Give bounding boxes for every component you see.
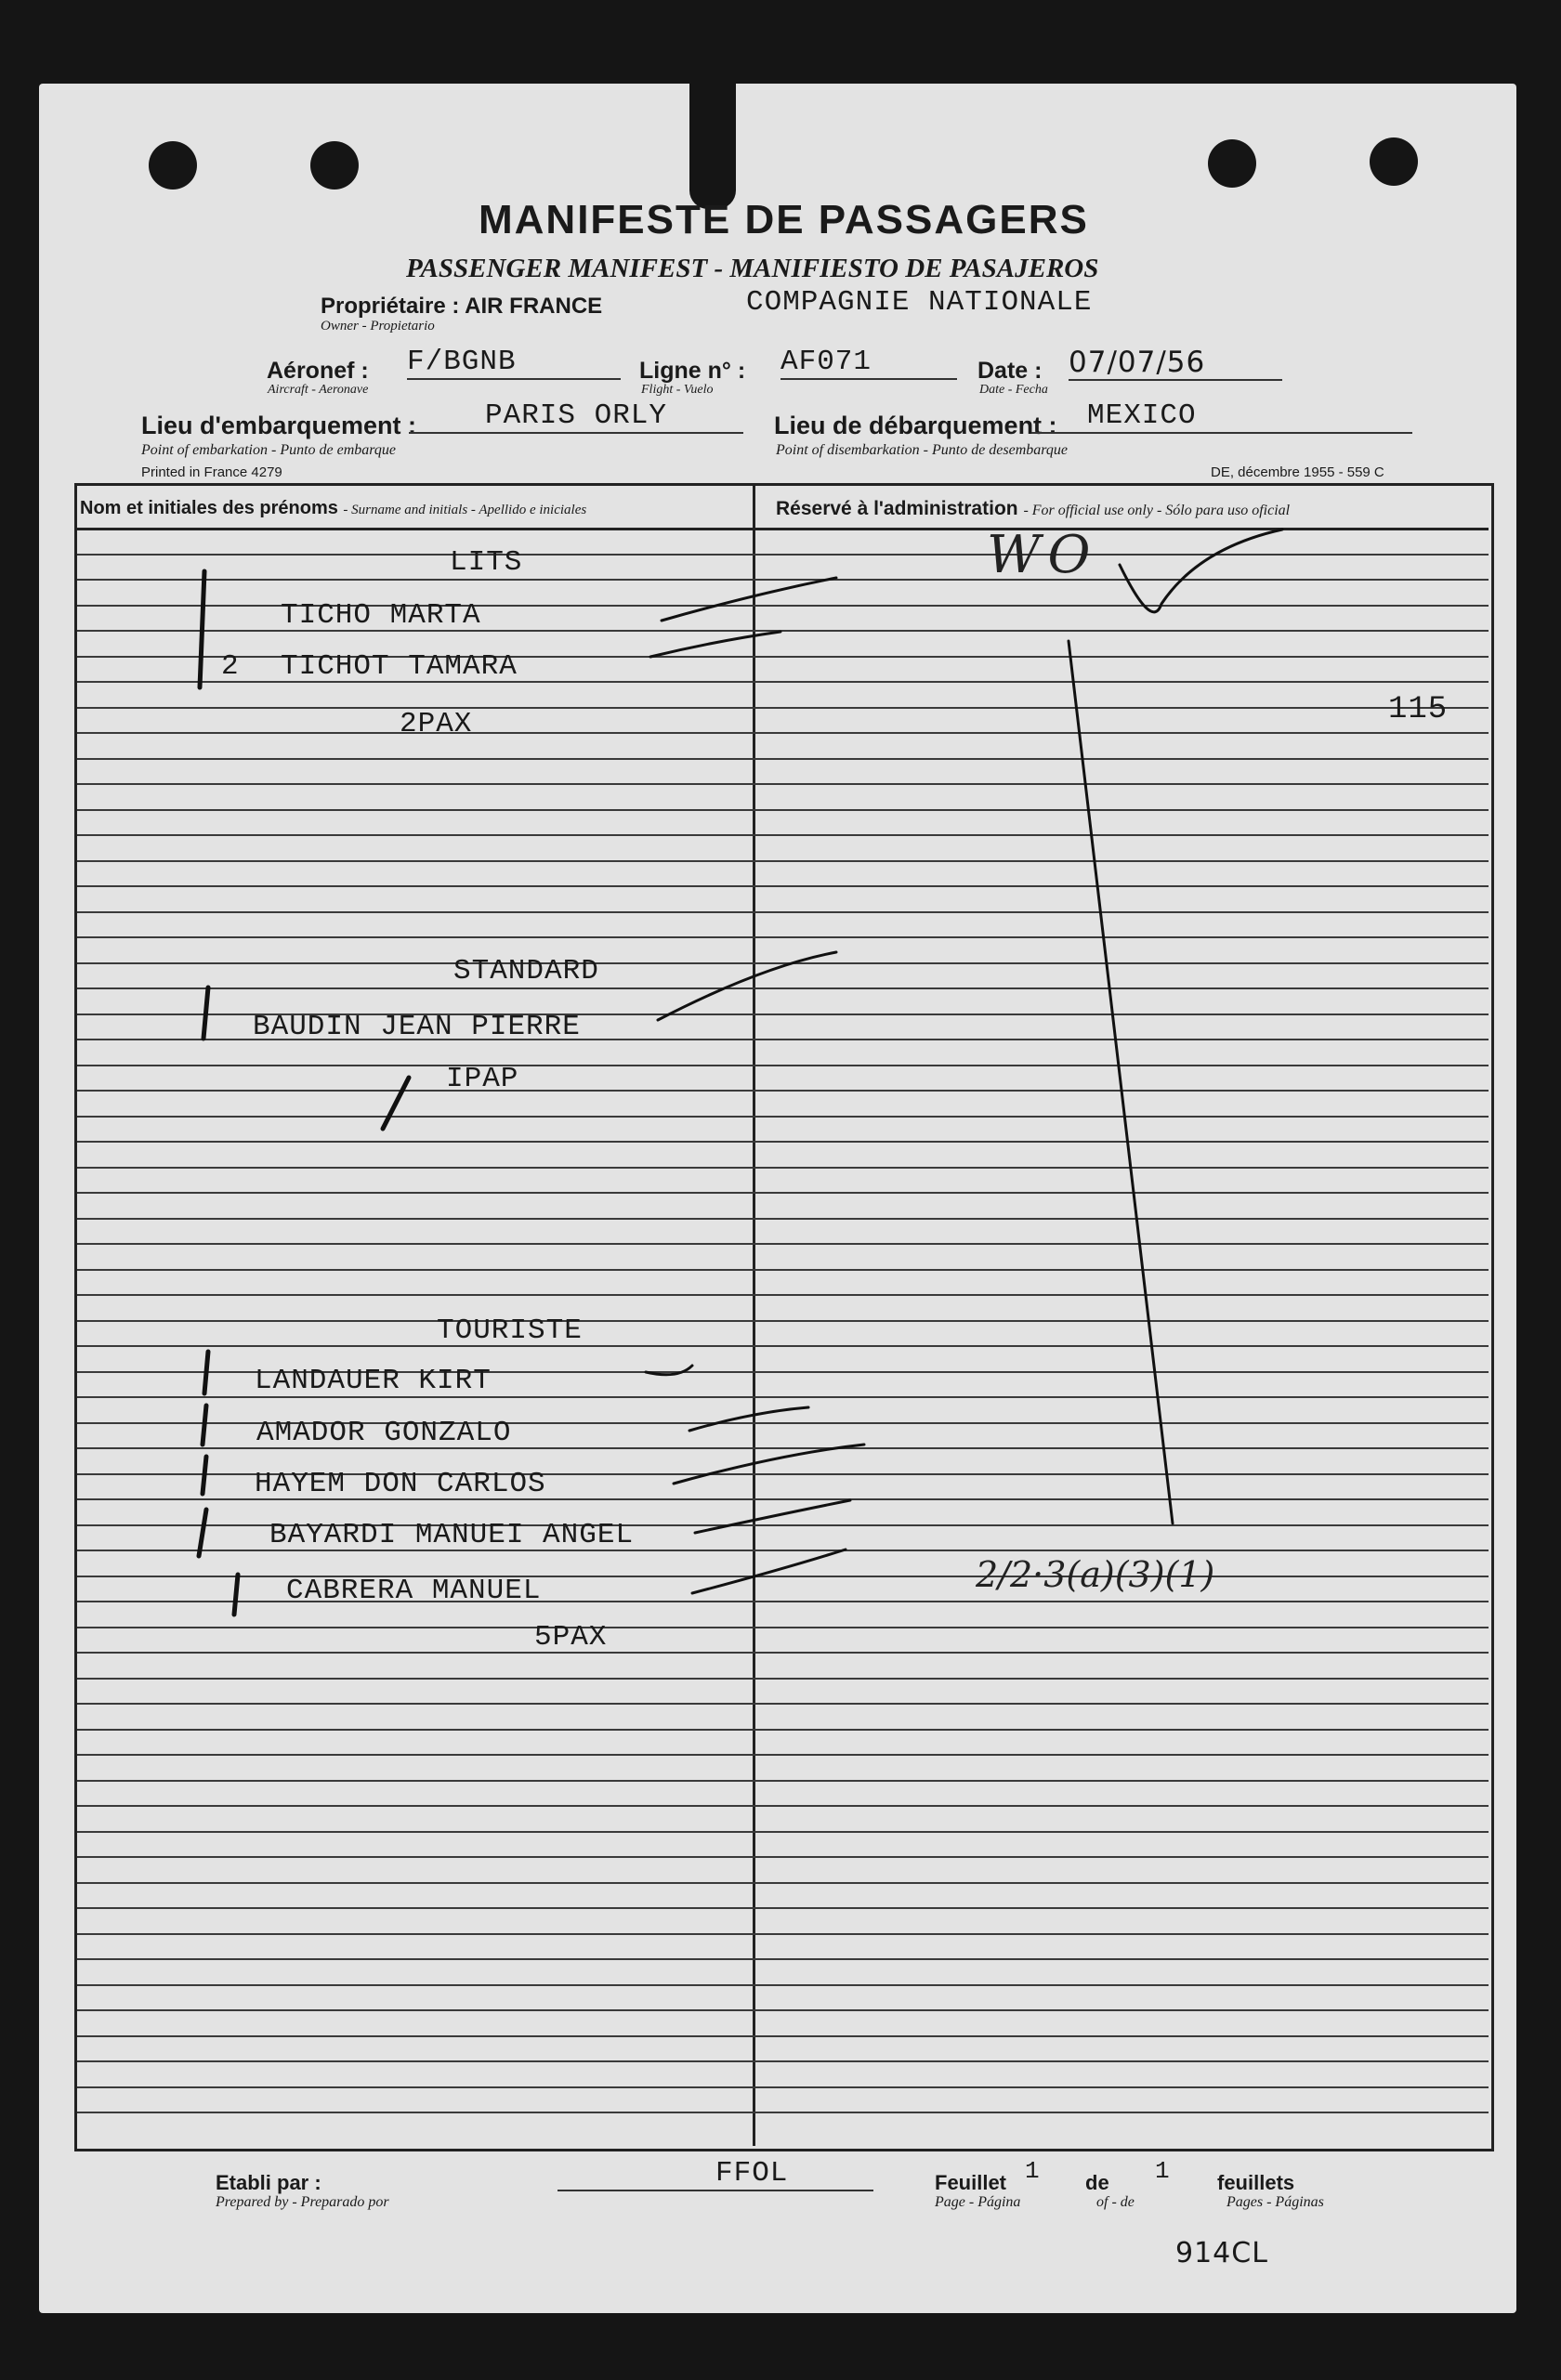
column-header-admin-sub: - For official use only - Sólo para uso oficial [1023,503,1291,518]
aircraft-value: F/BGNB [407,346,621,380]
class-heading-lits: LITS [450,546,523,579]
passenger-number: 2 [221,650,240,683]
tally-mark [383,1078,409,1129]
check-mark [646,1366,692,1375]
sheets-label: feuillets [1217,2171,1295,2194]
class-total: IPAP [446,1063,519,1095]
embark-value: PARIS ORLY [409,399,743,434]
stamp-number: 914CL [1175,2237,1268,2269]
prepared-sub: Prepared by - Preparado por [216,2194,389,2210]
prepared-label: Etabli par : [216,2171,321,2194]
passenger-name: TICHO MARTA [281,599,481,632]
class-heading-touriste: TOURISTE [437,1314,583,1347]
check-mark [689,1407,808,1431]
sheet-label: Feuillet [935,2171,1007,2194]
owner-label: Propriétaire : AIR FRANCE [321,294,603,319]
sheets-sub: Pages - Páginas [1226,2194,1324,2210]
handwritten-code: 2/2·3(a)(3)(1) [976,1554,1215,1595]
bracket-line [1069,641,1173,1523]
aircraft-sub: Aircraft - Aeronave [268,383,369,397]
prepared-value: FFOL [558,2157,873,2191]
column-header-admin-fr: Réservé à l'administration [776,498,1018,519]
check-mark [692,1550,846,1593]
disembark-sub: Point of disembarkation - Punto de desembarque [776,442,1069,458]
owner-value: COMPAGNIE NATIONALE [746,286,1093,319]
class-heading-standard: STANDARD [453,955,599,987]
check-mark [658,952,836,1020]
sheet-sub: Page - Página [935,2194,1021,2210]
of-number: 1 [1155,2157,1171,2185]
admin-code: 115 [1388,692,1449,727]
passenger-name: AMADOR GONZALO [256,1417,512,1449]
passenger-name: CABRERA MANUEL [286,1575,542,1607]
tally-mark [199,1510,206,1556]
embark-label: Lieu d'embarquement : [141,412,416,439]
line-sub: Flight - Vuelo [641,383,714,397]
form-subtitle: PASSENGER MANIFEST - MANIFIESTO DE PASAJEROS [406,254,1099,283]
tally-mark [204,1352,208,1393]
tally-mark [203,1406,206,1445]
passenger-name: LANDAUER KIRT [255,1365,492,1397]
line-label: Ligne n° : [639,358,746,384]
date-sub: Date - Fecha [979,383,1048,397]
check-mark [1120,530,1282,612]
date-value: 07/07/56 [1069,346,1282,381]
handwritten-initials: WO [987,525,1098,585]
passenger-name: BAUDIN JEAN PIERRE [253,1011,581,1043]
printed-note: Printed in France 4279 [141,464,282,480]
disembark-label: Lieu de débarquement : [774,412,1057,439]
form-code: DE, décembre 1955 - 559 C [1211,464,1384,480]
tally-mark [203,1457,206,1494]
passenger-name: TICHOT TAMARA [281,650,518,683]
tally-mark [200,571,204,687]
check-mark [695,1500,850,1533]
passenger-name: HAYEM DON CARLOS [255,1468,546,1500]
column-header-names-sub: - Surname and initials - Apellido e iniciales [343,503,587,517]
class-total: 2PAX [400,708,473,740]
passenger-name: BAYARDI MANUEI ANGEL [269,1519,635,1551]
of-sub: of - de [1096,2194,1135,2210]
check-mark [650,632,780,657]
check-mark [674,1445,864,1484]
tally-mark [203,987,208,1039]
date-label: Date : [977,358,1043,384]
disembark-value: MEXICO [1031,399,1412,434]
embark-sub: Point of embarkation - Punto de embarque [141,442,397,458]
sheet-number: 1 [1025,2157,1041,2185]
column-header-names-fr: Nom et initiales des prénoms [80,498,338,518]
tally-mark [234,1575,238,1615]
form-title: MANIFESTE DE PASSAGERS [479,197,1089,242]
line-value: AF071 [780,346,957,380]
check-mark [662,578,836,621]
aircraft-label: Aéronef : [267,358,369,384]
of-label: de [1085,2171,1109,2194]
class-total: 5PAX [534,1621,608,1654]
owner-sub: Owner - Propietario [321,319,435,333]
